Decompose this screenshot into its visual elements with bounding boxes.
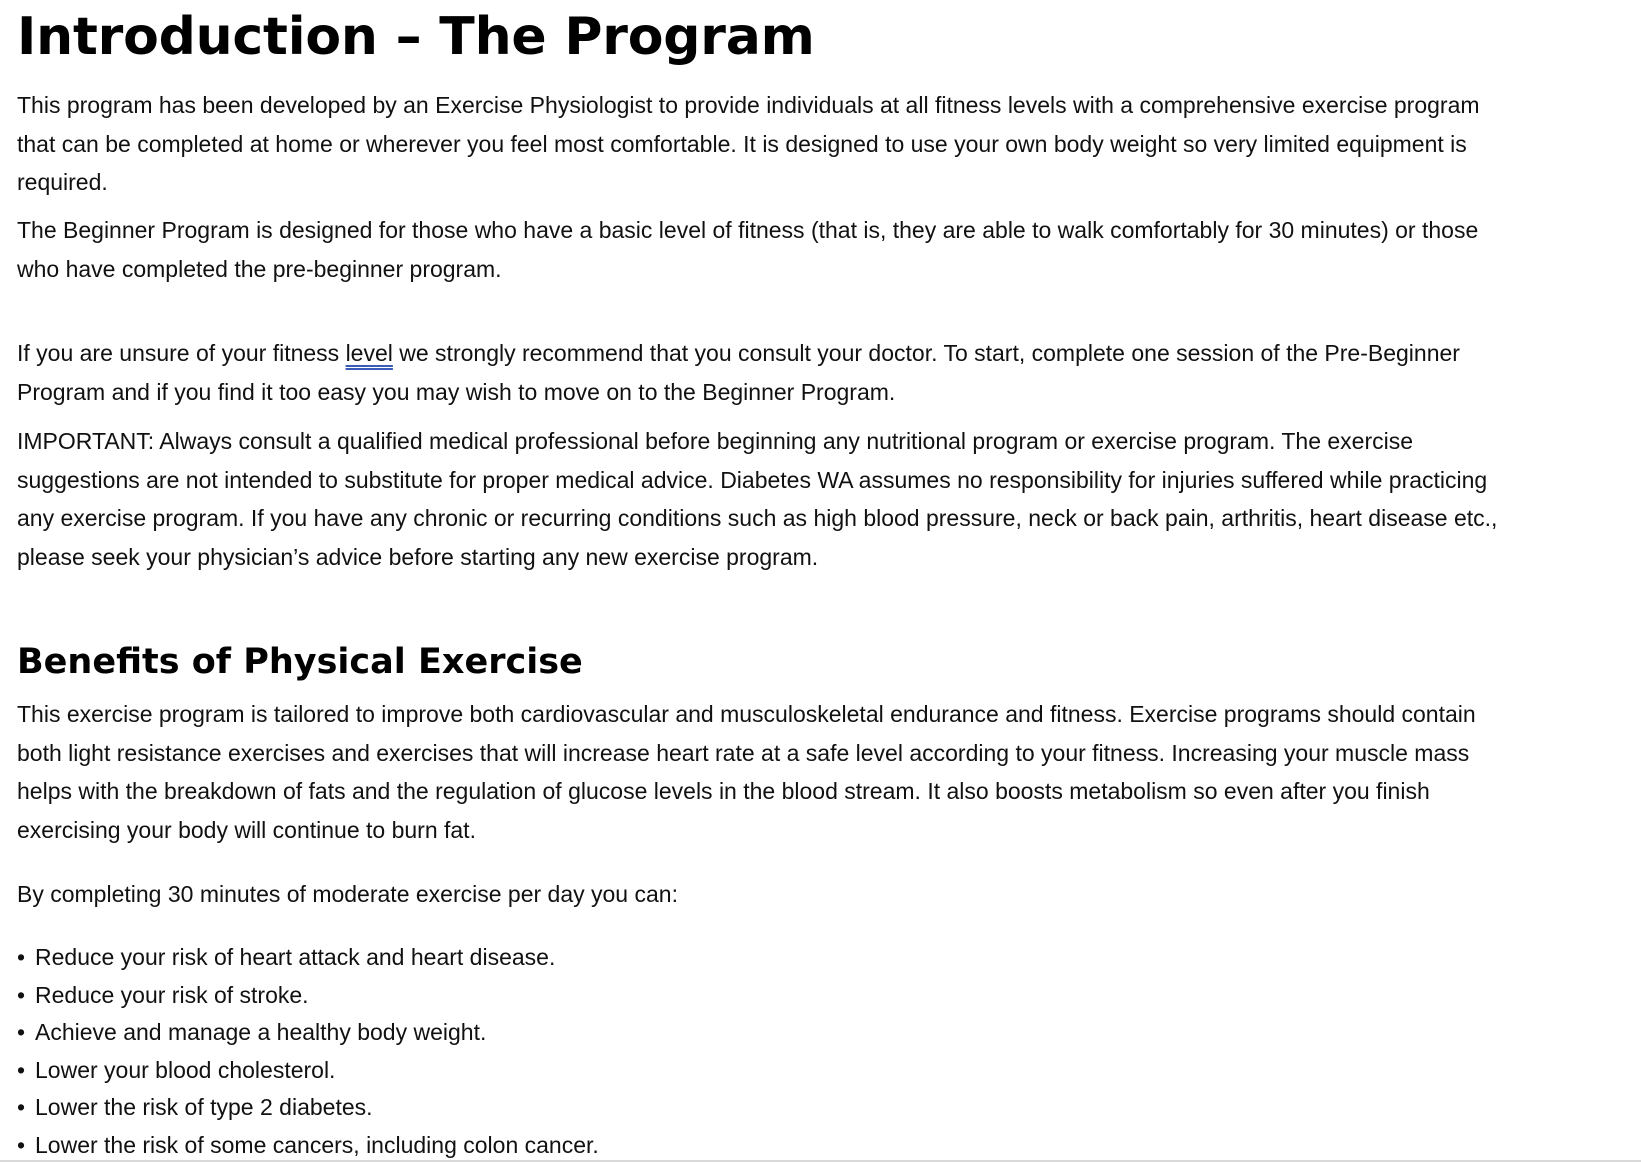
paragraph-line: By completing 30 minutes of moderate exercise per day you can: [17, 881, 678, 907]
list-item [17, 939, 599, 977]
list-item-text: Lower the risk of type 2 diabetes. [35, 1094, 373, 1120]
list-item-text: Reduce your risk of heart attack and heart disease. [35, 944, 556, 970]
paragraph-line: any exercise program. If you have any chronic or recurring conditions such as high blood pressure, neck or back pain, arthritis, heart disease etc., [17, 505, 1498, 531]
paragraph-line [17, 334, 1622, 373]
benefits-intro [17, 875, 1622, 914]
paragraph-line: that can be completed at home or wherever you feel most comfortable. It is designed to use your own body weight so very limited equipment is [17, 130, 1467, 157]
paragraph-line: please seek your physician’s advice before starting any new exercise program. [17, 543, 819, 570]
paragraph-line: This program has been developed by an Exercise Physiologist to provide individuals at all fitness levels with a comprehensive exercise program [17, 92, 1480, 118]
list-item [17, 1089, 599, 1127]
bullet-icon: • [17, 1019, 26, 1045]
spell-flagged-word[interactable]: level [345, 340, 393, 366]
intro-paragraph-3 [17, 334, 1622, 411]
paragraph-line: IMPORTANT: Always consult a qualified medical professional before beginning any nutritional program or exercise program. The exercise [17, 428, 1414, 454]
paragraph-line: required. [17, 169, 108, 195]
list-item [17, 977, 599, 1015]
paragraph-line: who have completed the pre-beginner program. [17, 255, 502, 282]
list-item-text: Lower the risk of some cancers, including colon cancer. [35, 1131, 599, 1158]
bullet-icon: • [17, 1094, 26, 1120]
paragraph-line: exercising your body will continue to burn fat. [17, 816, 476, 843]
list-item-text: Lower your blood cholesterol. [35, 1056, 336, 1083]
list-item [17, 1014, 599, 1052]
paragraph-text: we strongly recommend that you consult your doctor. To start, complete one session of the Pre-Beginner [392, 340, 1460, 366]
paragraph-line: both light resistance exercises and exercises that will increase heart rate at a safe level according to your fitness. Increasing your muscle mass [17, 739, 1470, 766]
bullet-icon: • [17, 944, 26, 970]
benefits-list [17, 939, 599, 1162]
paragraph-line: helps with the breakdown of fats and the regulation of glucose levels in the blood stream. It also boosts metabolism so even after you finish [17, 778, 1430, 804]
list-item [17, 1052, 599, 1090]
paragraph-text: If you are unsure of your fitness [17, 340, 346, 366]
important-paragraph [17, 422, 1622, 576]
intro-paragraph-2 [17, 211, 1622, 288]
bullet-icon: • [17, 981, 26, 1008]
bullet-icon: • [17, 1056, 26, 1083]
bullet-icon: • [17, 1131, 26, 1158]
paragraph-line: suggestions are not intended to substitute for proper medical advice. Diabetes WA assumes no responsibility for injuries suffered while practicing [17, 466, 1488, 493]
list-item-text: Reduce your risk of stroke. [35, 981, 309, 1008]
section-heading-benefits: Benefits of Physical Exercise [17, 642, 583, 682]
page-title: Introduction – The Program [17, 7, 815, 67]
list-item-text: Achieve and manage a healthy body weight. [35, 1019, 487, 1045]
list-item [17, 1127, 599, 1162]
intro-paragraph-1 [17, 86, 1622, 202]
paragraph-line: Program and if you find it too easy you may wish to move on to the Beginner Program. [17, 378, 896, 405]
paragraph-line: The Beginner Program is designed for those who have a basic level of fitness (that is, they are able to walk comfortably for 30 minutes) or those [17, 217, 1479, 243]
paragraph-line: This exercise program is tailored to improve both cardiovascular and musculoskeletal endurance and fitness. Exercise programs should contain [17, 701, 1476, 727]
benefits-paragraph [17, 695, 1622, 849]
